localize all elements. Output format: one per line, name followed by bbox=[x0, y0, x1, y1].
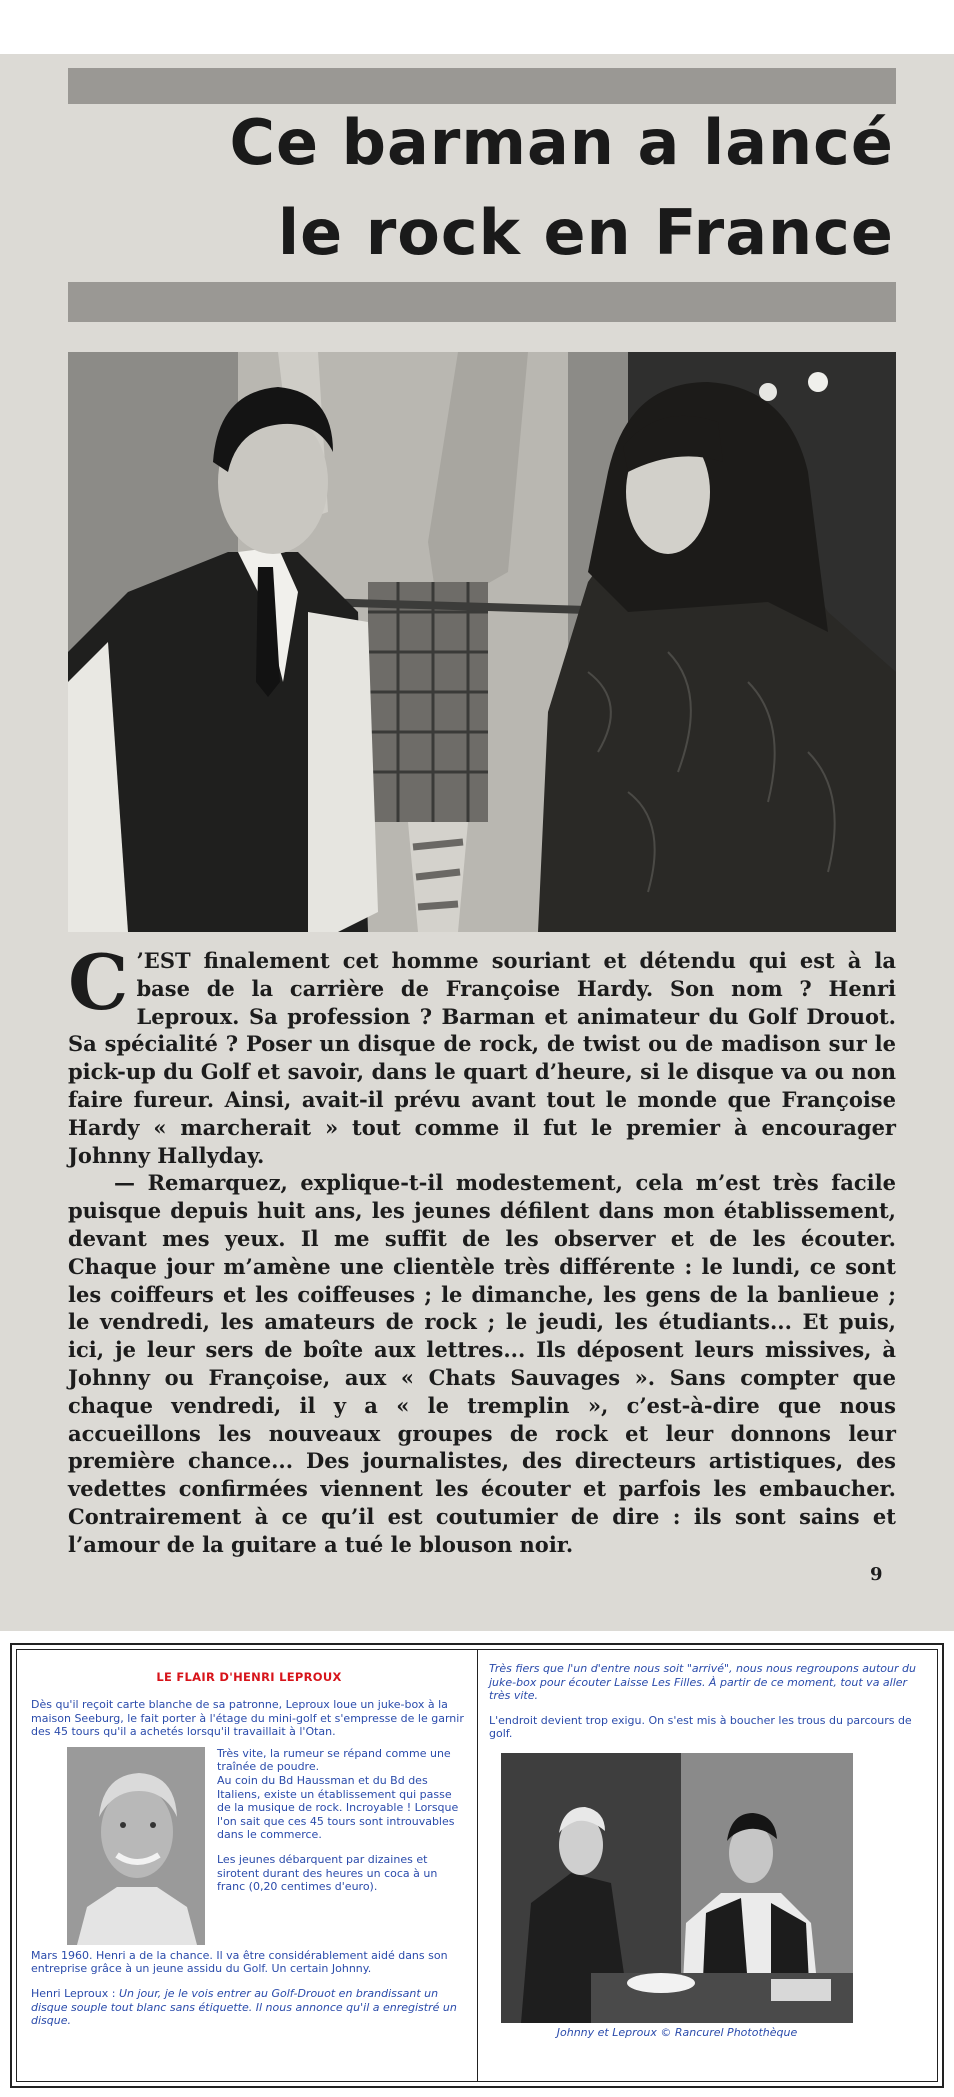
quote-text: Un jour, je le vois entrer au Golf-Drouot en brandissant un disque souple tout blanc sans étiquette. Il nous annonce qu'il a enregistré un disque. bbox=[31, 1986, 457, 2028]
juke-box-quote: Très fiers que l'un d'entre nous soit "arrivé", nous nous regroupons autour du juke-box pour écouter Laisse Les Filles. À partir de ce moment, tout va aller très vite. bbox=[489, 1662, 916, 1703]
photo-caption: Johnny et Leproux © Rancurel Photothèque bbox=[556, 2025, 798, 2039]
headline-line-1: Ce barman a lancé bbox=[229, 106, 894, 179]
header-bar-bottom bbox=[68, 282, 896, 322]
article-body bbox=[68, 938, 896, 1559]
info-box-inner bbox=[16, 1649, 938, 2082]
leproux-quote bbox=[31, 1987, 467, 2028]
side-paragraph-2: Au coin du Bd Haussman et du Bd des Italiens, existe un établissement qui passe de la musique de rock. Incroyable ! Lorsque l'on sait que ces 45 tours sont introuvables dans le commerce. bbox=[217, 1773, 459, 1842]
info-column-right bbox=[489, 1662, 931, 2039]
info-box bbox=[10, 1643, 944, 2088]
johnny-leproux-photo bbox=[501, 1753, 853, 2023]
barman-and-singer-photo bbox=[68, 352, 896, 932]
article-paragraph-2: — Remarquez, explique-t-il modestement, cela m’est très facile puisque depuis huit ans, les jeunes défilent dans mon établissement, devant mes yeux. Il me suffit de les observer et de les écouter. Chaque jour m’amène une clientèle très différente : le lundi, ce sont les coiffeurs et les coiffeuses ; le dimanche, les gens de la banlieue ; le vendredi, les amateurs de rock ; le jeudi, les étudiants... Et puis, ici, je leur sers de boîte aux lettres... Ils déposent leurs missives, à Johnny ou Françoise, aux « Chats Sauvages ». Sans compter que chaque vendredi, il y a « le tremplin », c’est-à-dire que nous accueillons les nouveaux groupes de rock et leur donnons leur première chance... Des journalistes, des directeurs artistiques, des vedettes confirmées viennent les écouter et parfois les embaucher. Contrairement à ce qu’il est coutumier de dire : ils sont sains et l’amour de la guitare a tué le blouson noir. bbox=[68, 1170, 896, 1557]
article-paragraph-1-text: ’EST finalement cet homme souriant et détendu qui est à la base de la carrière de Françoise Hardy. Son nom ? Henri Leproux. Sa profession ? Barman et animateur du Golf Drouot. Sa spécialité ? Poser un disque de rock, de twist ou de madison sur le pick-up du Golf et savoir, dans le quart d’heure, si le disque va ou non faire fureur. Ainsi, avait-il prévu avant tout le monde que Françoise Hardy « marcherait » tout comme il fut le premier à encourager Johnny Hallyday. bbox=[68, 948, 896, 1168]
article-paragraph-1 bbox=[68, 938, 896, 1169]
info-box-title: LE FLAIR D'HENRI LEPROUX bbox=[156, 1670, 342, 1684]
portrait-side-text bbox=[217, 1747, 467, 1945]
main-photo bbox=[68, 352, 896, 932]
henri-leproux-portrait bbox=[67, 1747, 205, 1945]
page-number: 9 bbox=[870, 1564, 883, 1585]
info-column-left bbox=[31, 1670, 467, 2028]
header-bar-top bbox=[68, 68, 896, 104]
intro-paragraph: Dès qu'il reçoit carte blanche de sa patronne, Leproux loue un juke-box à la maison Seeburg, le fait porter à l'étage du mini-golf et s'empresse de le garnir des 45 tours qu'il a achetés lorsqu'il travaillait à l'Otan. bbox=[31, 1698, 464, 1739]
portrait-image bbox=[67, 1747, 205, 1945]
golf-paragraph: L'endroit devient trop exigu. On s'est mis à boucher les trous du parcours de golf. bbox=[489, 1713, 912, 1741]
portrait-row bbox=[31, 1747, 467, 1945]
drop-cap: C bbox=[68, 938, 129, 1027]
side-paragraph-3: Les jeunes débarquent par dizaines et sirotent durant des heures un coca à un franc (0,20 centimes d'euro). bbox=[217, 1852, 438, 1894]
column-divider bbox=[477, 1650, 478, 2081]
paragraph-1960: Mars 1960. Henri a de la chance. Il va être considérablement aidé dans son entreprise grâce à un jeune assidu du Golf. Un certain Johnny. bbox=[31, 1948, 448, 1976]
johnny-leproux-image bbox=[501, 1753, 853, 2023]
headline-line-2: le rock en France bbox=[277, 196, 894, 269]
quote-speaker: Henri Leproux : bbox=[31, 1986, 119, 2000]
magazine-page bbox=[0, 54, 954, 1631]
side-paragraph-1: Très vite, la rumeur se répand comme une traînée de poudre. bbox=[217, 1746, 451, 1774]
